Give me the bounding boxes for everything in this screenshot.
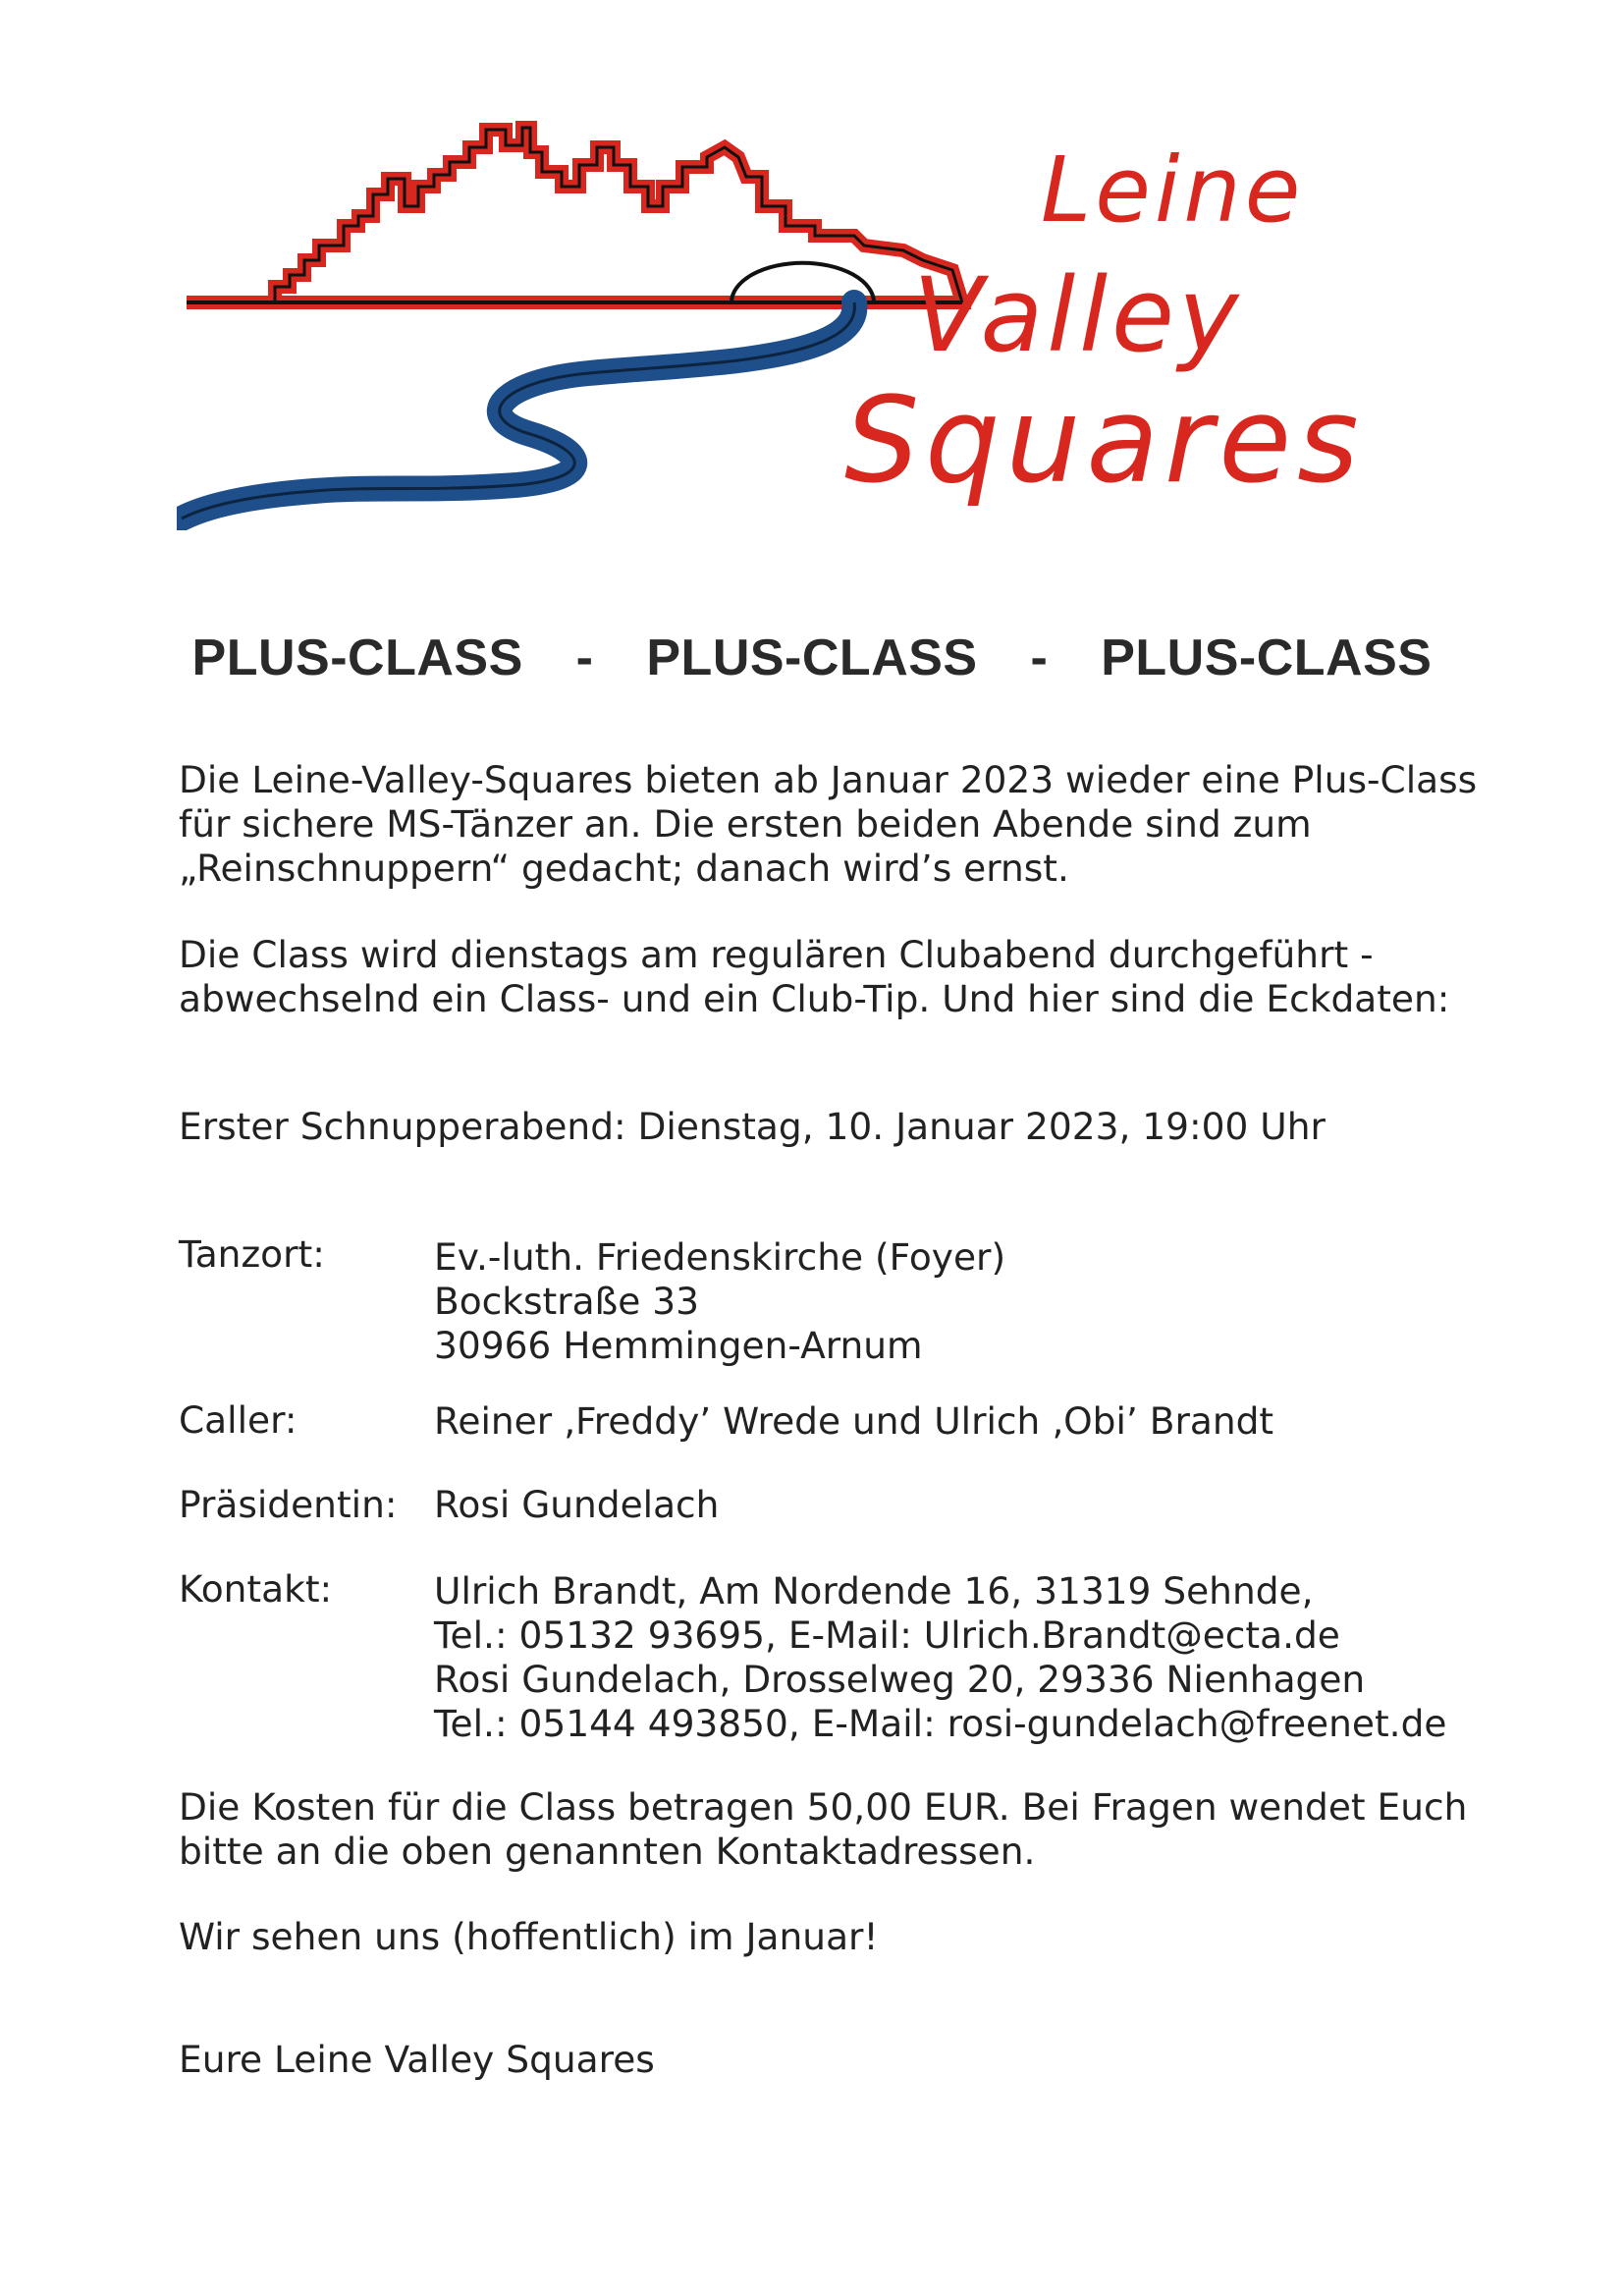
caller-label: Caller: <box>179 1398 298 1442</box>
kontakt-line: Ulrich Brandt, Am Nordende 16, 31319 Sehnde, <box>434 1569 1314 1613</box>
class-info-line: Die Class wird dienstags am regulären Clubabend durchgeführt - <box>179 933 1374 976</box>
kontakt-line: Rosi Gundelach, Drosselweg 20, 29336 Nienhagen <box>434 1658 1366 1701</box>
kontakt-value <box>434 1569 1446 1746</box>
costs-paragraph <box>179 1785 1467 1874</box>
headline: PLUS-CLASS - PLUS-CLASS - PLUS-CLASS <box>191 629 1433 686</box>
intro-paragraph <box>179 758 1477 891</box>
intro-line: Die Leine-Valley-Squares bieten ab Januar 2023 wieder eine Plus-Class <box>179 758 1478 801</box>
first-evening: Erster Schnupperabend: Dienstag, 10. Januar 2023, 19:00 Uhr <box>179 1105 1326 1148</box>
closing-line: Wir sehen uns (hoffentlich) im Januar! <box>179 1915 879 1958</box>
kontakt-line: Tel.: 05132 93695, E-Mail: Ulrich.Brandt@ecta.de <box>434 1613 1340 1657</box>
intro-line: „Reinschnuppern“ gedacht; danach wird’s ernst. <box>179 847 1069 890</box>
praesidentin-line: Rosi Gundelach <box>434 1483 720 1526</box>
intro-line: für sichere MS-Tänzer an. Die ersten beiden Abende sind zum <box>179 802 1312 846</box>
praesidentin-value <box>434 1483 719 1527</box>
costs-line: Die Kosten für die Class betragen 50,00 EUR. Bei Fragen wendet Euch <box>179 1785 1468 1829</box>
tanzort-value <box>434 1235 1005 1368</box>
kontakt-label: Kontakt: <box>179 1567 333 1611</box>
tanzort-line: 30966 Hemmingen-Arnum <box>434 1324 923 1367</box>
caller-value <box>434 1399 1273 1444</box>
caller-line: Reiner ‚Freddy’ Wrede und Ulrich ‚Obi’ Brandt <box>434 1399 1274 1443</box>
logo-word-leine: Leine <box>1041 137 1305 243</box>
kontakt-line: Tel.: 05144 493850, E-Mail: rosi-gundelach@freenet.de <box>434 1702 1447 1745</box>
logo-word-valley: Valley <box>913 255 1243 375</box>
tanzort-line: Ev.-luth. Friedenskirche (Foyer) <box>434 1235 1006 1279</box>
class-info-line: abwechselnd ein Class- und ein Club-Tip. Und hier sind die Eckdaten: <box>179 977 1450 1020</box>
tanzort-line: Bockstraße 33 <box>434 1280 699 1323</box>
class-info-paragraph <box>179 933 1449 1021</box>
castle-skyline-inner <box>187 128 962 302</box>
club-logo <box>177 69 1394 530</box>
logo-word-squares: Squares <box>844 373 1365 510</box>
costs-line: bitte an die oben genannten Kontaktadressen. <box>179 1830 1036 1873</box>
signature: Eure Leine Valley Squares <box>179 2038 655 2081</box>
praesidentin-label: Präsidentin: <box>179 1483 398 1526</box>
tanzort-label: Tanzort: <box>179 1232 325 1276</box>
